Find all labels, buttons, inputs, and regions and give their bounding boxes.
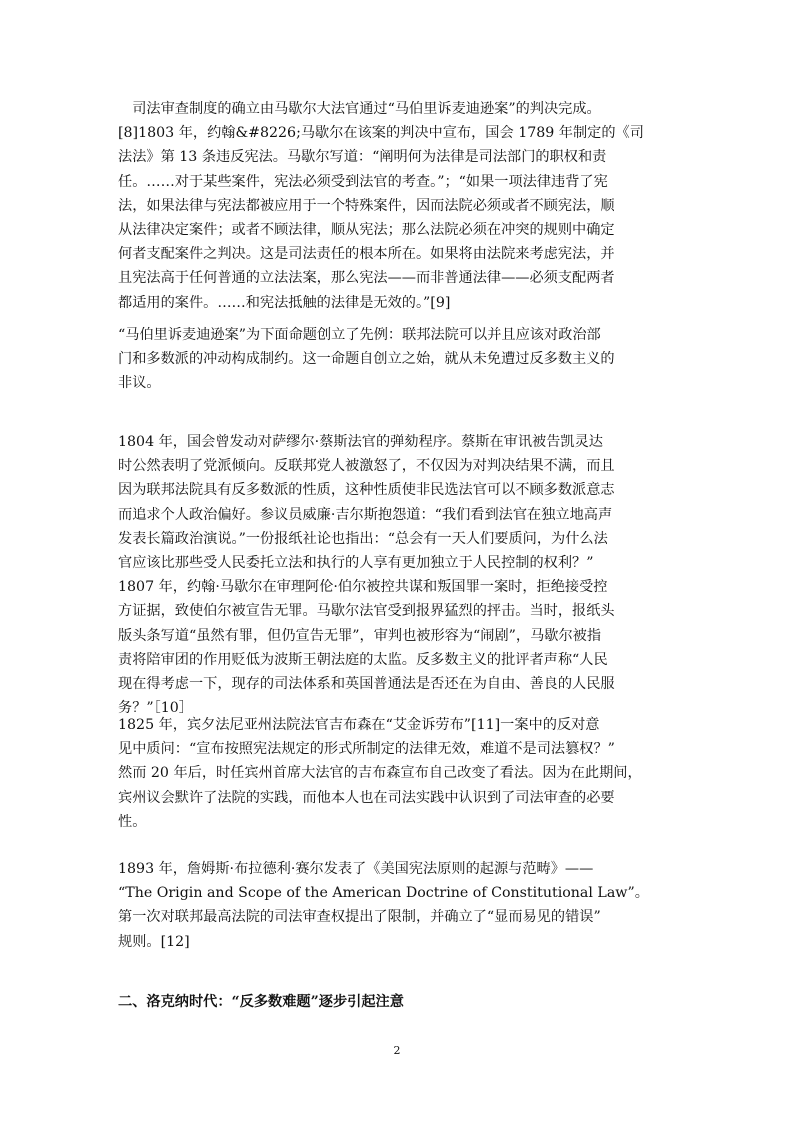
- paragraph-line: 官应该比那些受人民委托立法和执行的人享有更加独立于人民控制的权利？”: [118, 555, 594, 572]
- paragraph-line: 现在得考虑一下，现存的司法体系和英国普通法是否还在为自由、善良的人民服: [118, 676, 615, 693]
- paragraph-marbury-establishment: [118, 97, 683, 315]
- paragraph-line: 性。: [118, 813, 147, 830]
- paragraph-line: 且宪法高于任何普通的立法法案，那么宪法——而非普通法律——必须支配两者: [118, 270, 615, 287]
- paragraph-line: 务？”［10］: [118, 700, 193, 717]
- paragraph-line: 法法》第 13 条违反宪法。马歇尔写道：“阐明何为法律是司法部门的职权和责: [118, 149, 607, 166]
- paragraph-line: [8]1803 年，约翰&#8226;马歇尔在该案的判决中宣布，国会 1789 年制定的《司: [118, 125, 644, 142]
- paragraph-line: 宾州议会默许了法院的实践，而他本人也在司法实践中认识到了司法审查的必要: [118, 789, 615, 806]
- paragraph-line: 然而 20 年后，时任宾州首席大法官的吉布森宣布自己改变了看法。因为在此期间，: [118, 765, 642, 782]
- paragraph-line: 而追求个人政治偏好。参议员威廉·吉尔斯抱怨道：“我们看到法官在独立地高声: [118, 506, 613, 523]
- paragraph-line: 法，如果法律与宪法都被应用于一个特殊案件，因而法院必须或者不顾宪法，顺: [118, 197, 615, 214]
- paragraph-line: 从法律决定案件；或者不顾法律，顺从宪法；那么法院必须在冲突的规则中确定: [118, 222, 615, 239]
- paragraph-line: 因为联邦法院具有反多数派的性质，这种性质使非民选法官可以不顾多数派意志: [118, 482, 615, 499]
- paragraph-line: 都适用的案件。……和宪法抵触的法律是无效的。”[9]: [118, 294, 451, 311]
- paragraph-line: “The Origin and Scope of the American Doctrine of Constitutional Law”。: [118, 885, 649, 902]
- paragraph-line: 发表长篇政治演说。”一份报纸社论也指出：“总会有一天人们要质问，为什么法: [118, 530, 608, 547]
- paragraph-line: 第一次对联邦最高法院的司法审查权提出了限制，并确立了“显而易见的错误”: [118, 909, 601, 926]
- paragraph-chase-impeachment: [118, 430, 683, 720]
- paragraph-line: 任。……对于某些案件，宪法必须受到法官的考查。”；“如果一项法律违背了宪: [118, 173, 608, 190]
- page-number: 2: [393, 1044, 401, 1057]
- paragraph-line: 规则。[12]: [118, 933, 190, 950]
- paragraph-line: 时公然表明了党派倾向。反联邦党人被激怒了，不仅因为对判决结果不满，而且: [118, 458, 615, 475]
- paragraph-line: 责将陪审团的作用贬低为波斯王朝法庭的太监。反多数主义的批评者声称“人民: [118, 651, 608, 668]
- paragraph-marbury-precedent: [118, 323, 683, 396]
- paragraph-line: 版头条写道“虽然有罪，但仍宣告无罪”，审判也被形容为“闹剧”，马歇尔被指: [118, 627, 602, 644]
- paragraph-line: 门和多数派的冲动构成制约。这一命题自创立之始，就从未免遭过反多数主义的: [118, 351, 615, 368]
- paragraph-line: 1807 年，约翰·马歇尔在审理阿伦·伯尔被控共谋和叛国罪一案时，拒绝接受控: [118, 579, 608, 596]
- paragraph-line: 1825 年，宾夕法尼亚州法院法官吉布森在“艾金诉劳布”[11]一案中的反对意: [118, 717, 600, 733]
- paragraph-thayer-article: [118, 857, 683, 954]
- paragraph-line: “马伯里诉麦迪逊案”为下面命题创立了先例：联邦法院可以并且应该对政治部: [118, 327, 601, 343]
- paragraph-line: 司法审查制度的确立由马歇尔大法官通过“马伯里诉麦迪逊案”的判决完成。: [118, 101, 601, 117]
- paragraph-line: 方证据，致使伯尔被宣告无罪。马歇尔法官受到报界猛烈的抨击。当时，报纸头: [118, 603, 615, 620]
- paragraph-line: 何者支配案件之判决。这是司法责任的根本所在。如果将由法院来考虑宪法，并: [118, 246, 615, 263]
- paragraph-gibson-dissent: [118, 713, 683, 834]
- paragraph-line: 1804 年，国会曾发动对萨缪尔·蔡斯法官的弹劾程序。蔡斯在审讯被告凯灵达: [118, 434, 603, 450]
- section-heading: 二、洛克纳时代：“反多数难题”逐步引起注意: [118, 994, 404, 1010]
- paragraph-line: 1893 年，詹姆斯·布拉德利·赛尔发表了《美国宪法原则的起源与范畴》——: [118, 861, 594, 877]
- paragraph-line: 见中质问：“宣布按照宪法规定的形式所制定的法律无效，难道不是司法篡权？”: [118, 741, 615, 758]
- paragraph-line: 非议。: [118, 375, 161, 392]
